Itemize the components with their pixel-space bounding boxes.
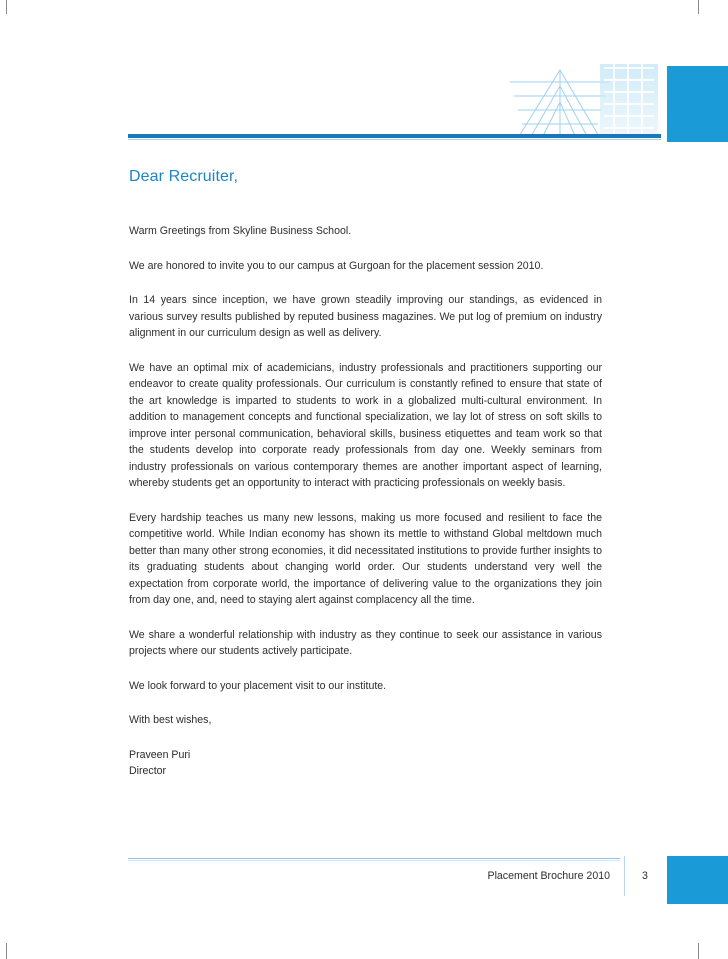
accent-block-top	[667, 66, 728, 142]
signatory-title: Director	[129, 764, 167, 777]
closing: With best wishes,	[129, 714, 212, 726]
paragraph-visit: We look forward to your placement visit to our institute.	[129, 679, 387, 692]
signatory-name: Praveen Puri	[129, 748, 191, 761]
footer-rule	[128, 858, 620, 859]
paragraph-industry: We share a wonderful relationship with industry as they continue to seek our assistance in various projects where our students actively participate.	[129, 628, 602, 657]
header-rule-light	[128, 139, 661, 140]
footer-divider	[624, 856, 625, 896]
crop-mark-bottom-left	[6, 943, 7, 959]
paragraph-faculty: We have an optimal mix of academicians, industry professionals and practitioners supporting our endeavor to create quality professionals. Our curriculum is constantly refined to ensure that state of the art knowledge is imparted to students to work in a globalized multi-cultural environment. In addition to management concepts and functional specialization, we lay lot of stress on soft skills to improve inter personal communication, behavioral skills, business etiquettes and team work so that the students develop into corporate ready professionals from day one. Weekly seminars from industry professionals on various contemporary themes are another important aspect of learning, whereby students get an opportunity to interact with practicing professionals on weekly basis.	[129, 361, 602, 489]
footer-rule-light	[128, 860, 620, 861]
salutation: Dear Recruiter,	[129, 168, 239, 185]
header-rule	[128, 134, 661, 138]
crop-mark-top-left	[6, 0, 7, 14]
crop-mark-bottom-right	[698, 943, 699, 959]
building-icon	[500, 62, 660, 140]
paragraph-invite: We are honored to invite you to our campus at Gurgoan for the placement session 2010.	[129, 259, 544, 272]
page-number: 3	[642, 870, 648, 882]
paragraph-greeting: Warm Greetings from Skyline Business School.	[129, 225, 352, 237]
paragraph-history: In 14 years since inception, we have grown steadily improving our standings, as evidenced in various survey results published by reputed business magazines. We put log of premium on industry alignment in our curriculum design as well as delivery.	[129, 294, 602, 339]
letter-body	[129, 168, 602, 779]
footer-title: Placement Brochure 2010	[487, 870, 610, 882]
crop-mark-top-right	[698, 0, 699, 14]
paragraph-hardship: Every hardship teaches us many new lessons, making us more focused and resilient to face the competitive world. While Indian economy has shown its mettle to withstand Global meltdown much better than many other strong economies, it did necessitated institutions to provide further insights to its graduating students about changing world order. Our students understand very well the expectation from corporate world, the importance of delivering value to the organizations they join from day one, and, need to staying alert against complacency all the time.	[129, 511, 602, 606]
accent-block-bottom	[667, 856, 728, 904]
